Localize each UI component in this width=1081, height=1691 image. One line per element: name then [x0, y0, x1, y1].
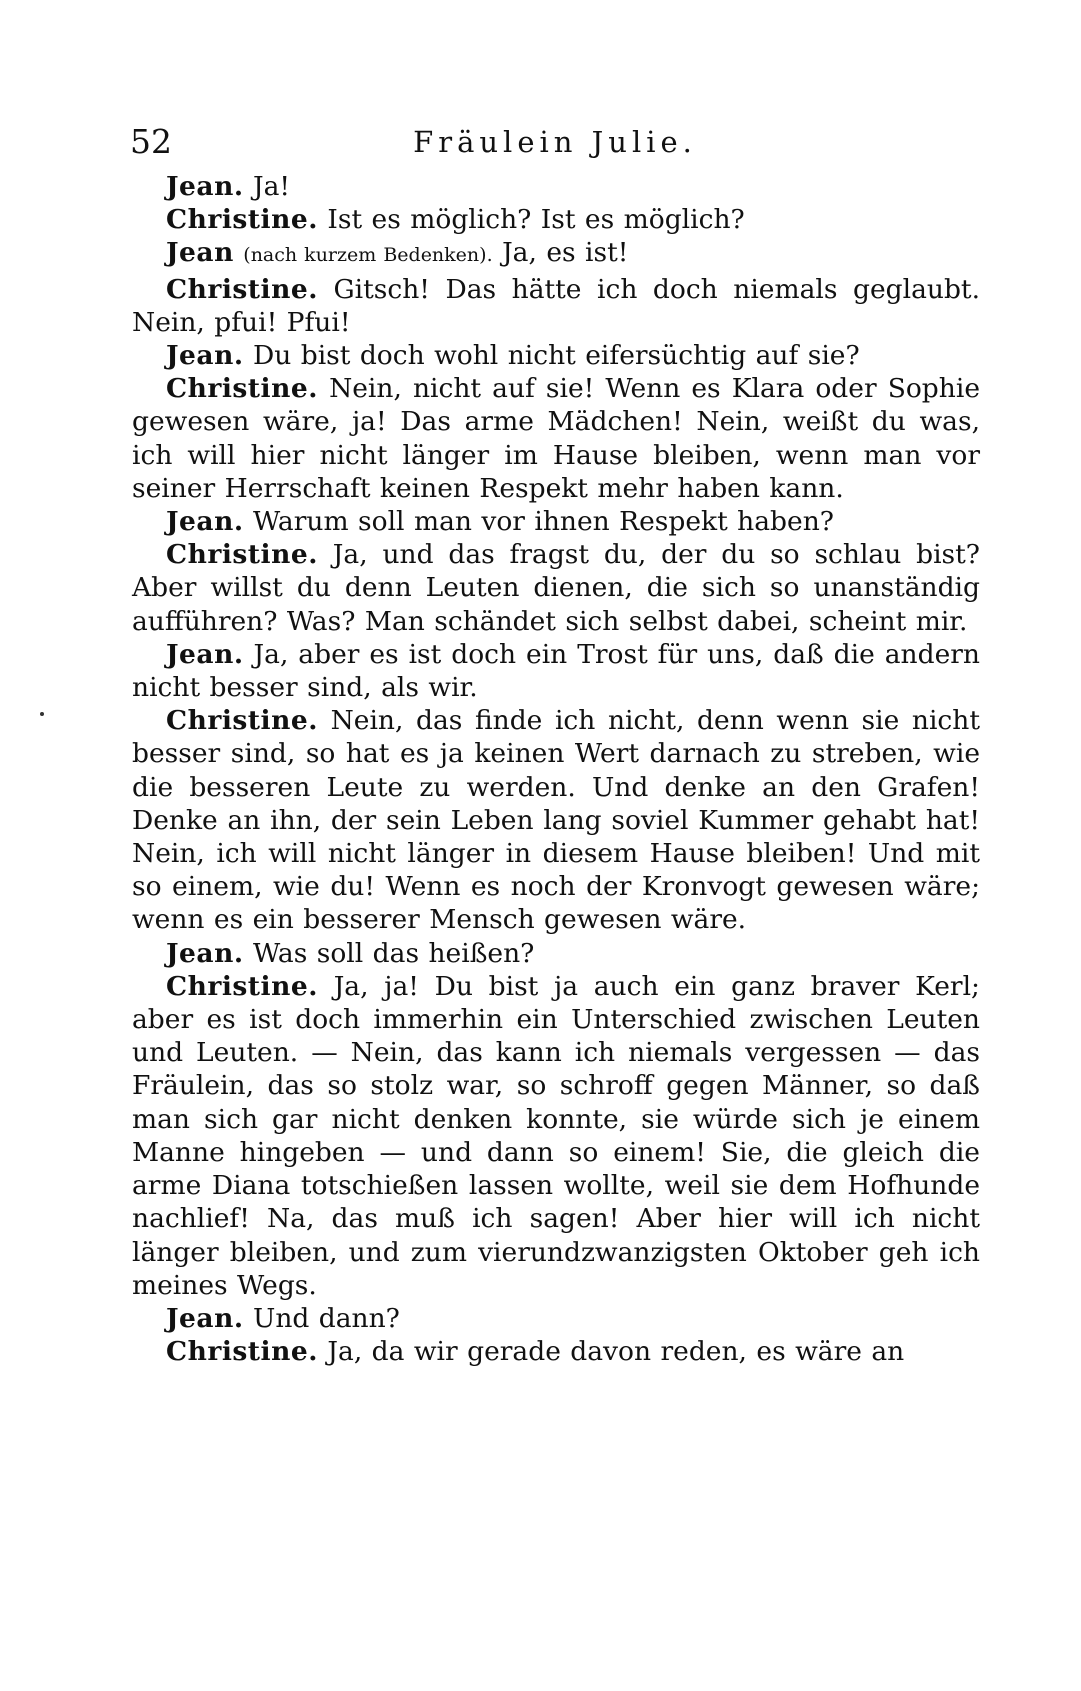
dialogue-line — [132, 638, 980, 704]
ink-speck — [40, 712, 44, 716]
speech-text: Warum soll man vor ihnen Respekt haben? — [253, 506, 834, 538]
speech-text: Nein, nicht auf sie! Wenn es Klara oder Sophie gewesen wäre, ja! Das arme Mädchen! Nein, weißt du was, ich will hier nicht länger im Hause bleiben, wenn man vor seiner Herrschaft keinen Respekt mehr haben kann. — [132, 373, 980, 504]
speaker-name: Christine. — [166, 373, 318, 405]
dialogue-line — [132, 937, 980, 970]
speech-text: Ist es möglich? Ist es möglich? — [327, 204, 745, 236]
speaker-name: Jean. — [166, 1302, 244, 1334]
speaker-name: Jean. — [166, 937, 244, 969]
speaker-name: Jean — [166, 237, 234, 269]
page-header — [130, 118, 980, 166]
page-number: 52 — [130, 122, 172, 161]
speaker-name: Christine. — [166, 970, 318, 1002]
running-title: Fräulein Julie. — [413, 125, 697, 159]
speech-text: Was soll das heißen? — [253, 937, 535, 969]
dialogue-line — [132, 339, 980, 372]
dialogue-line — [132, 538, 980, 638]
speech-text: Du bist doch wohl nicht eifersüchtig auf sie? — [253, 340, 860, 372]
dialogue-line — [132, 273, 980, 339]
speaker-name: Jean. — [166, 506, 244, 538]
speaker-name: Christine. — [166, 204, 318, 236]
speaker-name: Christine. — [166, 705, 318, 737]
dialogue-line — [132, 236, 980, 272]
speaker-name: Jean. — [166, 171, 244, 202]
dialogue-line — [132, 505, 980, 538]
speech-text: Ja, und das fragst du, der du so schlau bist? Aber willst du denn Leuten dienen, die sich so unanständig aufführen? Was? Man schändet sich selbst dabei, scheint mir. — [132, 539, 981, 637]
speech-text: Nein, das finde ich nicht, denn wenn sie nicht besser sind, so hat es ja keinen Wert darnach zu streben, wie die besseren Leute zu werden. Und denke an den Grafen! Denke an ihn, der sein Leben lang soviel Kummer gehabt hat! Nein, ich will nicht länger in diesem Hause bleiben! Und mit so einem, wie du! Wenn es noch der Kronvogt gewesen wäre; wenn es ein besserer Mensch gewesen wäre. — [132, 705, 980, 936]
stage-direction: (nach kurzem Bedenken). — [243, 244, 493, 267]
speech-text: Ja! — [253, 171, 291, 202]
speech-text: Ja, es ist! — [502, 237, 629, 269]
dialogue-line — [132, 203, 980, 236]
dialogue-line — [132, 170, 980, 203]
speaker-name: Christine. — [166, 1336, 318, 1368]
dialogue-line — [132, 1335, 980, 1368]
dialogue-line — [132, 1302, 980, 1335]
speech-text: Gitsch! Das hätte ich doch niemals geglaubt. Nein, pfui! Pfui! — [132, 273, 980, 338]
speech-text: Ja, da wir gerade davon reden, es wäre an — [327, 1336, 905, 1368]
speaker-name: Christine. — [166, 539, 318, 571]
speech-text: Ja, ja! Du bist ja auch ein ganz braver Kerl; aber es ist doch immerhin ein Unterschied zwischen Leuten und Leuten. — Nein, das kann ich niemals vergessen — das Fräulein, das so stolz war, so schroff gegen Männer, so daß man sich gar nicht denken konnte, sie würde sich je einem Manne hingeben — und dann so einem! Sie, die gleich die arme Diana totschießen lassen wollte, weil sie dem Hofhunde nachlief! Na, das muß ich sagen! Aber hier will ich nicht länger bleiben, und zum vierundzwanzigsten Oktober geh ich meines Wegs. — [132, 970, 980, 1301]
speaker-name: Jean. — [166, 340, 244, 372]
dialogue-line — [132, 372, 980, 505]
speaker-name: Jean. — [166, 638, 244, 670]
speaker-name: Christine. — [166, 273, 318, 305]
dialogue-line — [132, 970, 980, 1302]
dialogue-line — [132, 704, 980, 936]
dialogue-text — [132, 170, 980, 1368]
speech-text: Und dann? — [253, 1302, 400, 1334]
speech-text: Ja, aber es ist doch ein Trost für uns, daß die andern nicht besser sind, als wir. — [132, 638, 980, 704]
